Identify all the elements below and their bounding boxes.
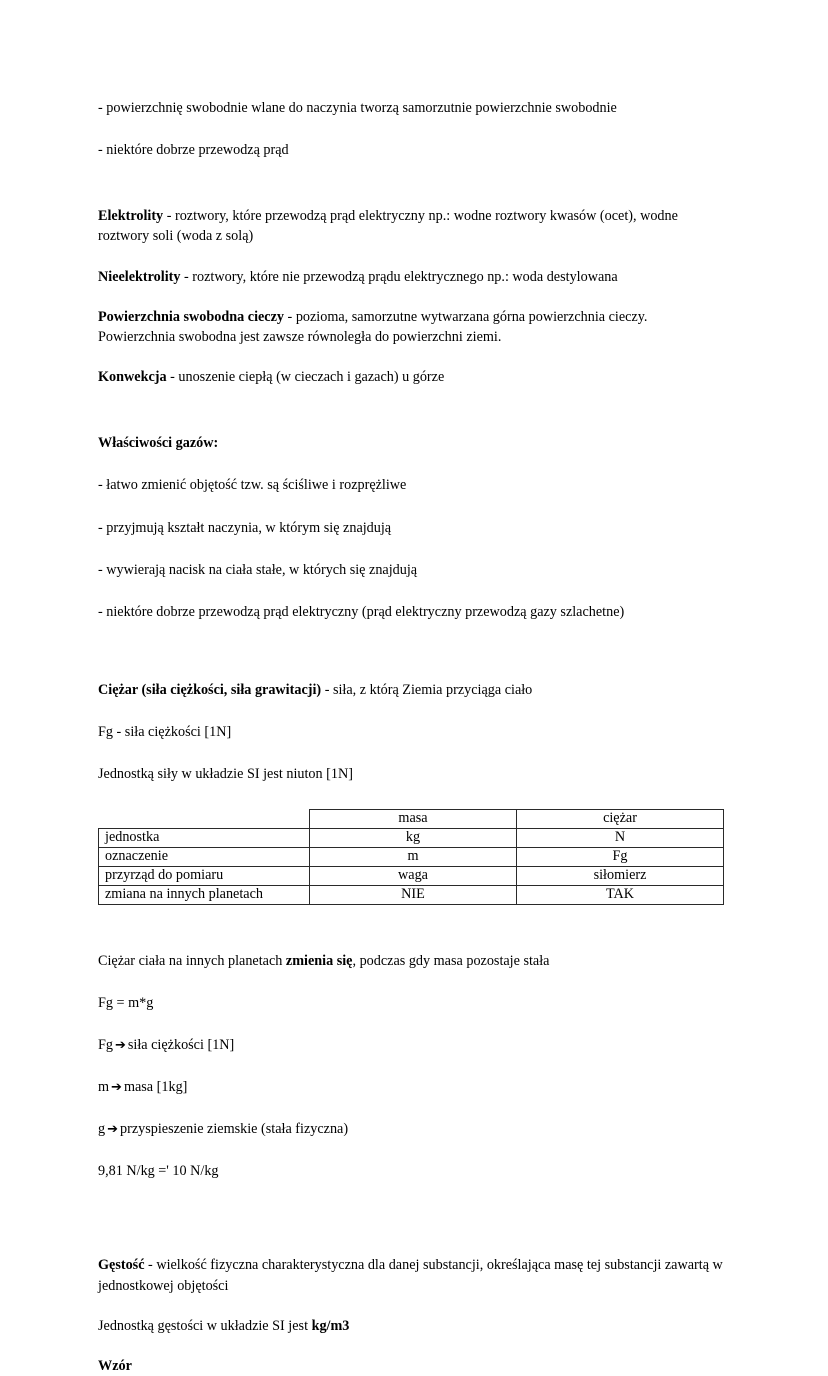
definition-term-gestosc: Gęstość <box>98 1257 145 1274</box>
definition-body-powierzchnia-swobodna: - pozioma, samorzutne wytwarzana górna powierzchnia cieczy. Powierzchnia swobodna jest zawsze równoległa do powierzchni ziemi. <box>98 308 648 345</box>
table-cell-masa: waga <box>310 866 517 885</box>
right-arrow-icon: ➔ <box>107 1122 118 1138</box>
legend-meaning-m: masa [1kg] <box>123 1078 188 1095</box>
table-cell-masa: kg <box>310 828 517 847</box>
right-arrow-icon: ➔ <box>111 1079 122 1095</box>
table-row-label: oznaczenie <box>99 847 310 866</box>
density-unit-value: kg/m3 <box>311 1317 350 1334</box>
legend-symbol-g: g <box>98 1121 106 1138</box>
gases-bullet-2: - przyjmują kształt naczynia, w którym się znajdują <box>98 519 392 536</box>
table-cell-ciezar: Fg <box>517 847 724 866</box>
legend-fg <box>98 1035 723 1055</box>
density-formula-heading: Wzór <box>98 1357 132 1374</box>
gases-bullet-1: - łatwo zmienić objętość tzw. są ściśliwe i rozprężliwe <box>98 477 407 494</box>
mass-weight-table <box>98 809 724 905</box>
table-row <box>99 847 724 866</box>
weight-unit-line: Jednostką siły w układzie SI jest niuton [1N] <box>98 766 353 783</box>
weight-change-note-emphasis: zmienia się <box>285 952 353 969</box>
table-cell-masa: NIE <box>310 885 517 904</box>
definition-body-elektrolity: - roztwory, które przewodzą prąd elektryczny np.: wodne roztwory kwasów (ocet), wodne roztwory soli (woda z solą) <box>98 208 678 245</box>
gases-heading: Właściwości gazów: <box>98 435 219 452</box>
definition-elektrolity <box>98 206 723 246</box>
gravity-constant: 9,81 N/kg =' 10 N/kg <box>98 1163 219 1180</box>
density-unit-pre: Jednostką gęstości w układzie SI jest <box>98 1317 312 1334</box>
legend-m <box>98 1077 723 1097</box>
definition-term-nieelektrolity: Nieelektrolity <box>98 268 181 285</box>
table-row <box>99 885 724 904</box>
table-row-label: zmiana na innych planetach <box>99 885 310 904</box>
definition-body-ciezar: - siła, z którą Ziemia przyciąga ciało <box>321 682 533 699</box>
weight-change-note-pre: Ciężar ciała na innych planetach <box>98 952 286 969</box>
table-header-row <box>99 809 724 828</box>
right-arrow-icon: ➔ <box>114 1037 126 1053</box>
weight-change-note <box>98 951 723 971</box>
table-cell-ciezar: siłomierz <box>517 866 724 885</box>
table-cell-ciezar: TAK <box>517 885 724 904</box>
table-cell-ciezar: N <box>517 828 724 847</box>
intro-bullet-2: - niektóre dobrze przewodzą prąd <box>98 142 289 159</box>
weight-change-note-post: , podczas gdy masa pozostaje stała <box>352 952 550 969</box>
legend-meaning-fg: siła ciężkości [1N] <box>127 1036 235 1053</box>
table-row-label: jednostka <box>99 828 310 847</box>
density-unit-line <box>98 1316 723 1336</box>
gases-bullet-4: - niektóre dobrze przewodzą prąd elektryczny (prąd elektryczny przewodzą gazy szlachetne) <box>98 603 625 620</box>
legend-symbol-fg: Fg <box>98 1036 113 1053</box>
definition-term-konwekcja: Konwekcja <box>98 369 167 386</box>
gases-bullet-3: - wywierają nacisk na ciała stałe, w których się znajdują <box>98 561 418 578</box>
legend-symbol-m: m <box>98 1078 110 1095</box>
table-col-header-masa: masa <box>310 809 517 828</box>
definition-nieelektrolity <box>98 267 723 287</box>
table-corner-cell <box>99 809 310 828</box>
definition-ciezar <box>98 680 723 700</box>
definition-konwekcja <box>98 367 723 387</box>
definition-body-nieelektrolity: - roztwory, które nie przewodzą prądu elektrycznego np.: woda destylowana <box>180 268 618 285</box>
definition-body-konwekcja: - unoszenie ciepłą (w cieczach i gazach) u górze <box>166 369 445 386</box>
weight-fg-line: Fg - siła ciężkości [1N] <box>98 724 232 741</box>
table-cell-masa: m <box>310 847 517 866</box>
definition-powierzchnia-swobodna <box>98 307 723 347</box>
definition-gestosc <box>98 1255 723 1295</box>
definition-term-powierzchnia-swobodna: Powierzchnia swobodna cieczy <box>98 308 284 325</box>
table-col-header-ciezar: ciężar <box>517 809 724 828</box>
table-row-label: przyrząd do pomiaru <box>99 866 310 885</box>
definition-term-elektrolity: Elektrolity <box>98 208 164 225</box>
definition-term-ciezar: Ciężar (siła ciężkości, siła grawitacji) <box>98 682 322 699</box>
weight-formula: Fg = m*g <box>98 994 154 1011</box>
legend-meaning-g: przyspieszenie ziemskie (stała fizyczna) <box>120 1121 349 1138</box>
legend-g <box>98 1119 723 1139</box>
intro-bullet-1: - powierzchnię swobodnie wlane do naczynia tworzą samorzutnie powierzchnie swobodnie <box>98 100 617 116</box>
definition-body-gestosc: - wielkość fizyczna charakterystyczna dla danej substancji, określająca masę tej substancji zawartą w jednostkowej objętości <box>98 1257 723 1294</box>
table-row <box>99 866 724 885</box>
table-row <box>99 828 724 847</box>
